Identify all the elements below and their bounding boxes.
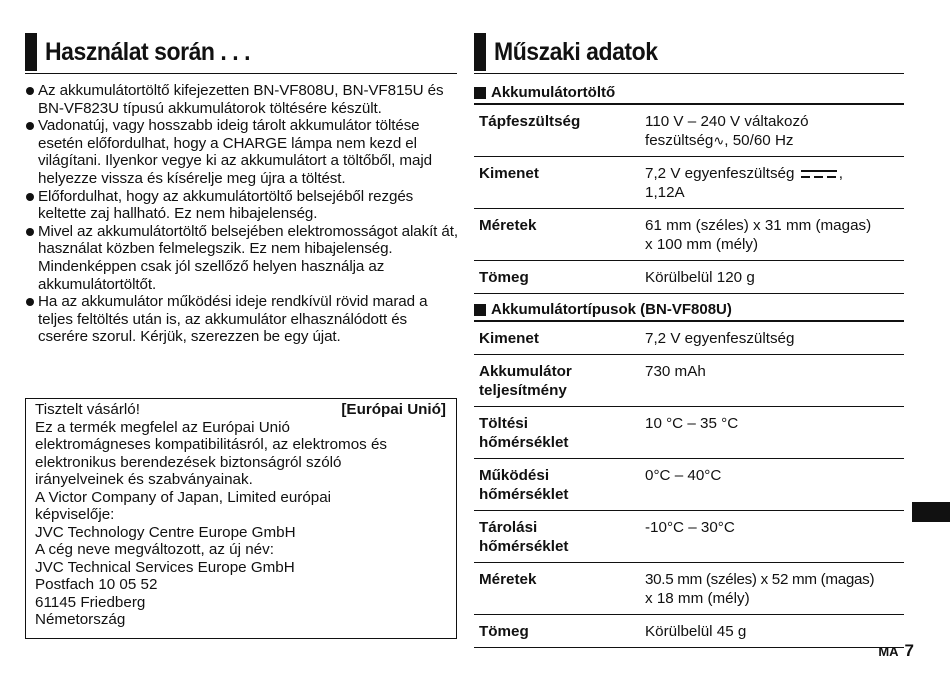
dc-symbol-icon: [801, 169, 837, 179]
bullet-item: Ha az akkumulátor működési ideje rendkívül rövid marad a teljes feltöltés után is, az akkumulátor elhasználódott és cserére szorul. Kérjük, szerezzen be egy újat.: [25, 293, 460, 346]
eu-line: JVC Technology Centre Europe GmbH: [35, 523, 296, 541]
page-number-value: 7: [904, 641, 914, 660]
charger-heading-text: Akkumulátortöltő: [491, 84, 616, 101]
bullet-item: Mivel az akkumulátortöltő belsejében elektromosságot alakít át, használat közben felmelegszik. Ez nem hibajelenség. Mindenképpen csak jól szellőző helyen használja az akkumulátortöltőt.: [25, 223, 460, 293]
spec-value: 0°C – 40°C: [641, 459, 904, 511]
title-bar-marker: [474, 33, 486, 71]
eu-notice-header: [35, 401, 446, 419]
battery-spec-table: [474, 320, 904, 648]
eu-greeting: Tisztelt vásárló!: [35, 401, 140, 418]
spec-value: [641, 104, 904, 157]
spec-value: [641, 209, 904, 261]
spec-value-line: 110 V – 240 V váltakozó: [645, 113, 809, 130]
usage-section-title: [25, 33, 268, 71]
spec-value-line: feszültség: [645, 132, 714, 149]
usage-title-text: Használat során . . .: [45, 37, 251, 66]
usage-bullet-list: [25, 82, 460, 346]
title-rule: [474, 73, 904, 74]
spec-key: [474, 459, 641, 511]
table-row: [474, 615, 904, 648]
spec-key: Kimenet: [474, 157, 641, 209]
spec-value: 730 mAh: [641, 355, 904, 407]
spec-value-line: 30.5 mm (széles) x 52 mm (magas): [645, 571, 875, 588]
spec-value: -10°C – 30°C: [641, 511, 904, 563]
spec-key-line: Akkumulátor: [479, 363, 572, 380]
charger-spec-table: [474, 103, 904, 294]
spec-value-line: 7,2 V egyenfeszültség: [645, 165, 795, 182]
specs-section-title: [474, 33, 672, 71]
table-row: [474, 321, 904, 355]
eu-region-label: [Európai Unió]: [341, 401, 446, 418]
table-row: [474, 355, 904, 407]
eu-line: Ez a termék megfelel az Európai Unió: [35, 418, 290, 436]
eu-line: Németország: [35, 611, 126, 628]
title-rule: [25, 73, 457, 74]
spec-key: [474, 407, 641, 459]
eu-line: irányelveinek és szabványainak.: [35, 471, 253, 488]
square-bullet-icon: [474, 87, 486, 99]
spec-key: Kimenet: [474, 321, 641, 355]
table-row: [474, 407, 904, 459]
spec-key-line: Töltési: [479, 415, 528, 432]
eu-line: JVC Technical Services Europe GmbH: [35, 558, 295, 576]
spec-value: 7,2 V egyenfeszültség: [641, 321, 904, 355]
page-edge-tab-marker: [912, 502, 950, 522]
eu-line: képviselője:: [35, 506, 115, 523]
spec-value: Körülbelül 45 g: [641, 615, 904, 648]
specs-title-text: Műszaki adatok: [494, 37, 658, 66]
spec-key: Tömeg: [474, 261, 641, 294]
spec-value: 10 °C – 35 °C: [641, 407, 904, 459]
table-row: [474, 104, 904, 157]
battery-heading-text: Akkumulátortípusok (BN-VF808U): [491, 301, 732, 318]
spec-key: Méretek: [474, 563, 641, 615]
spec-key: [474, 511, 641, 563]
spec-value-line: x 18 mm (mély): [645, 590, 750, 607]
title-bar-marker: [25, 33, 37, 71]
spec-value-line: x 100 mm (mély): [645, 236, 759, 253]
ac-symbol-icon: ∿: [713, 133, 725, 148]
eu-line: Postfach 10 05 52: [35, 576, 158, 593]
spec-value: [641, 157, 904, 209]
eu-line: elektromágneses kompatibilitásról, az elektromos és: [35, 436, 387, 453]
spec-value-line: , 50/60 Hz: [724, 132, 794, 149]
square-bullet-icon: [474, 304, 486, 316]
spec-value: [641, 563, 904, 615]
eu-line: A Victor Company of Japan, Limited európai: [35, 488, 332, 506]
eu-line: 61145 Friedberg: [35, 593, 146, 611]
eu-line: A cég neve megváltozott, az új név:: [35, 541, 274, 558]
eu-notice-box: [25, 398, 457, 639]
spec-key: Tápfeszültség: [474, 104, 641, 157]
table-row: [474, 261, 904, 294]
bullet-item: Az akkumulátortöltő kifejezetten BN-VF808U, BN-VF815U és BN-VF823U típusú akkumulátorok töltésére készült.: [25, 82, 460, 117]
charger-subheading: [474, 84, 615, 101]
spec-key-line: Tárolási: [479, 519, 538, 536]
language-code: MA: [878, 644, 899, 659]
table-row: [474, 563, 904, 615]
spec-value-line: 1,12A: [645, 184, 685, 201]
page-number: [878, 641, 914, 661]
spec-value: Körülbelül 120 g: [641, 261, 904, 294]
bullet-item: Vadonatúj, vagy hosszabb ideig tárolt akkumulátor töltése esetén előfordulhat, hogy a CHARGE lámpa nem kezd el világítani. Ilyenkor vegye ki az akkumulátort a töltőből, majd helyezze vissza és kísérelje meg újra a töltést.: [25, 117, 460, 187]
spec-key: [474, 355, 641, 407]
bullet-item: Előfordulhat, hogy az akkumulátortöltő belsejéből rezgés keltette zaj hallható. Ez nem hibajelenség.: [25, 188, 460, 223]
spec-key-line: hőmérséklet: [479, 486, 569, 503]
table-row: [474, 157, 904, 209]
spec-value-line: ,: [838, 165, 843, 182]
battery-subheading: [474, 301, 732, 318]
eu-line: elektronikus berendezések biztonságról szóló: [35, 453, 342, 471]
table-row: [474, 209, 904, 261]
spec-key-line: hőmérséklet: [479, 434, 569, 451]
spec-key-line: teljesítmény: [479, 382, 567, 399]
spec-key: Tömeg: [474, 615, 641, 648]
spec-value-line: 61 mm (széles) x 31 mm (magas): [645, 217, 872, 234]
table-row: [474, 459, 904, 511]
table-row: [474, 511, 904, 563]
spec-key-line: hőmérséklet: [479, 538, 569, 555]
spec-key: Méretek: [474, 209, 641, 261]
spec-key-line: Működési: [479, 467, 550, 484]
